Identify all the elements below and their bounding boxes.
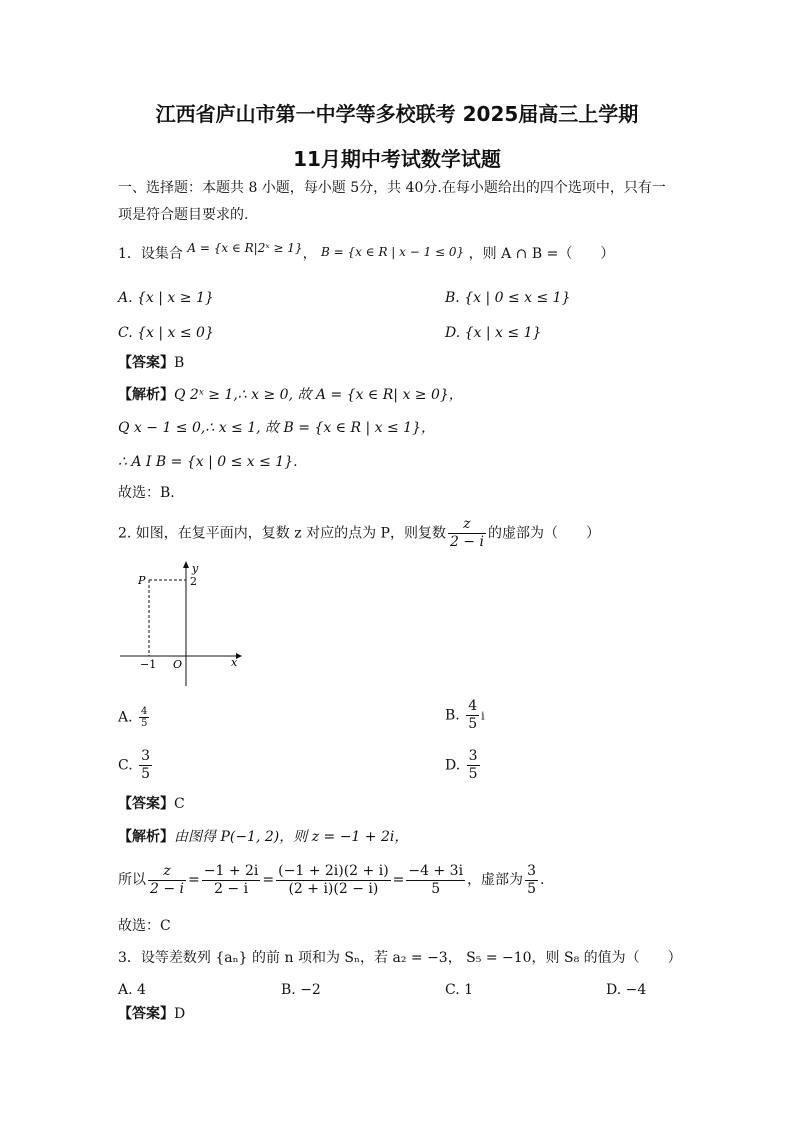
q1-stem-suffix: ，则 A ∩ B =（ ） xyxy=(468,246,615,262)
q1-option-c: C. {x | x ≤ 0} xyxy=(118,325,214,341)
q2-frac-1-den: 2 − i xyxy=(150,880,185,897)
q1-option-b: B. {x | 0 ≤ x ≤ 1} xyxy=(445,290,571,306)
q2-answer-value: C xyxy=(174,796,185,812)
q2-answer xyxy=(118,794,185,814)
q1-analysis-3: ∴ A I B = {x | 0 ≤ x ≤ 1}. xyxy=(118,454,298,470)
q1-stem xyxy=(118,241,615,264)
label-x: x xyxy=(231,656,238,669)
q2-stem-frac-num: z xyxy=(448,516,486,534)
q2-frac-5 xyxy=(525,863,538,898)
q1-option-a: A. {x | x ≥ 1} xyxy=(118,290,214,306)
q2-option-c-label: C. xyxy=(118,757,133,774)
section-header-line-1: 一、选择题：本题共 8 小题，每小题 5分，共 40分.在每小题给出的四个选项中，只有一 xyxy=(118,180,666,196)
q2-stem-suffix: 的虚部为（ ） xyxy=(487,525,600,542)
label-2: 2 xyxy=(190,575,197,588)
q2-option-d-label: D. xyxy=(445,757,461,774)
q2-option-a-den: 5 xyxy=(141,718,148,729)
q2-option-a-fraction xyxy=(139,706,149,729)
q1-analysis-1 xyxy=(118,385,463,405)
q3-option-b: B. −2 xyxy=(281,982,321,998)
q2-option-b xyxy=(445,698,485,733)
q2-frac-3-num: (−1 + 2i)(2 + i) xyxy=(278,862,389,879)
q2-option-c-den: 5 xyxy=(141,766,151,782)
q1-answer-value: B xyxy=(174,355,185,371)
q2-frac-1 xyxy=(148,863,186,898)
q1-stem-prefix: 1．设集合 xyxy=(118,246,183,262)
q2-analysis-2: 所以 $\frac{z}{2 - i}$ = $\frac{-1 + 2i}{2 - i}$ = $\frac{(-1 + 2i)(2 + i)}{(2 + i)(2 - i)}$ = $\frac{-4 + 3i}{5}$ ，虚部为 $\frac{3}{5}$ . xyxy=(118,862,545,897)
q1-option-d: D. {x | x ≤ 1} xyxy=(445,325,542,341)
q2-option-d-num: 3 xyxy=(468,748,478,764)
q2-conclusion: 故选：C xyxy=(118,918,171,934)
q2-analysis-1 xyxy=(118,827,408,847)
section-header-line-2: 项是符合题目要求的. xyxy=(118,207,249,223)
q3-option-c: C. 1 xyxy=(445,982,474,998)
y-axis-arrow xyxy=(183,561,189,568)
q3-option-d: D. −4 xyxy=(606,982,647,998)
q2-stem-frac-den: 2 − i xyxy=(449,534,484,550)
q2-option-c-num: 3 xyxy=(141,748,151,764)
q2-option-b-label: B. xyxy=(445,707,460,724)
q2-frac-3 xyxy=(276,863,391,898)
label-p: P xyxy=(138,574,146,587)
q2-frac-2-num: −1 + 2i xyxy=(203,862,259,879)
q2-option-d xyxy=(445,748,482,783)
q1-answer-label: 【答案】 xyxy=(118,355,174,371)
q2-option-a xyxy=(118,706,151,729)
q2-frac-4-den: 5 xyxy=(431,880,441,897)
q2-frac-2-den: 2 − i xyxy=(214,880,249,897)
q2-option-a-num: 4 xyxy=(141,706,148,717)
title-line-1: 江西省庐山市第一中学等多校联考 2025届高三上学期 xyxy=(155,102,639,126)
q3-stem: 3．设等差数列 {aₙ} 的前 n 项和为 Sₙ，若 a₂ = −3， S₅ = −10，则 S₈ 的值为（ ） xyxy=(118,950,682,966)
q2-frac-1-num: z xyxy=(148,863,186,881)
q3-answer xyxy=(118,1004,185,1024)
q1-analysis-label: 【解析】 xyxy=(118,387,174,403)
q1-sep: ， xyxy=(302,246,317,262)
q2-stem-fraction xyxy=(448,516,486,551)
q2-option-d-fraction xyxy=(467,748,480,783)
q2-analysis-text-1: 由图得 P(−1, 2)，则 z = −1 + 2i， xyxy=(174,829,409,845)
label-y: y xyxy=(192,562,199,575)
label-o: O xyxy=(173,658,183,671)
q1-answer xyxy=(118,353,184,373)
q2-stem-prefix: 2. 如图，在复平面内，复数 z 对应的点为 P，则复数 xyxy=(118,525,446,542)
q1-analysis-2: Q x − 1 ≤ 0,∴ x ≤ 1, 故 B = {x ∈ R | x ≤ 1}， xyxy=(118,420,435,436)
q2-analysis-label: 【解析】 xyxy=(118,829,174,845)
q2-option-b-suffix: i xyxy=(481,709,485,723)
q2-frac-4 xyxy=(406,863,465,898)
q2-option-c-fraction xyxy=(139,748,152,783)
q2-frac-3-den: (2 + i)(2 − i) xyxy=(288,880,379,897)
q1-set-a: A = {x ∈ R|2ˣ ≥ 1} xyxy=(187,241,303,255)
q2-frac-5-num: 3 xyxy=(527,862,536,879)
q3-answer-value: D xyxy=(174,1006,186,1022)
q2-analysis-2-mid: ，虚部为 xyxy=(467,872,524,888)
q1-set-b: B = {x ∈ R | x − 1 ≤ 0} xyxy=(321,245,465,259)
label-neg1: −1 xyxy=(140,658,157,671)
q2-analysis-2-prefix: 所以 xyxy=(118,872,146,888)
q2-option-b-den: 5 xyxy=(468,716,478,732)
q2-stem xyxy=(118,516,600,551)
q1-conclusion: 故选：B. xyxy=(118,485,175,501)
q2-option-b-num: 4 xyxy=(468,698,478,714)
q2-frac-5-den: 5 xyxy=(527,880,536,897)
q2-option-c xyxy=(118,748,154,783)
q2-option-a-label: A. xyxy=(118,709,133,726)
q3-answer-label: 【答案】 xyxy=(118,1006,174,1022)
complex-plane-figure xyxy=(118,558,242,688)
q2-frac-4-num: −4 + 3i xyxy=(408,862,464,879)
q2-option-d-den: 5 xyxy=(468,766,478,782)
q2-answer-label: 【答案】 xyxy=(118,796,174,812)
q3-option-a: A. 4 xyxy=(118,982,146,998)
q1-analysis-text-1: Q 2ˣ ≥ 1,∴ x ≥ 0, 故 A = {x ∈ R| x ≥ 0}， xyxy=(174,387,463,403)
q2-frac-2 xyxy=(202,863,261,898)
title-line-2: 11月期中考试数学试题 xyxy=(293,147,501,171)
q2-option-b-fraction xyxy=(466,698,479,733)
